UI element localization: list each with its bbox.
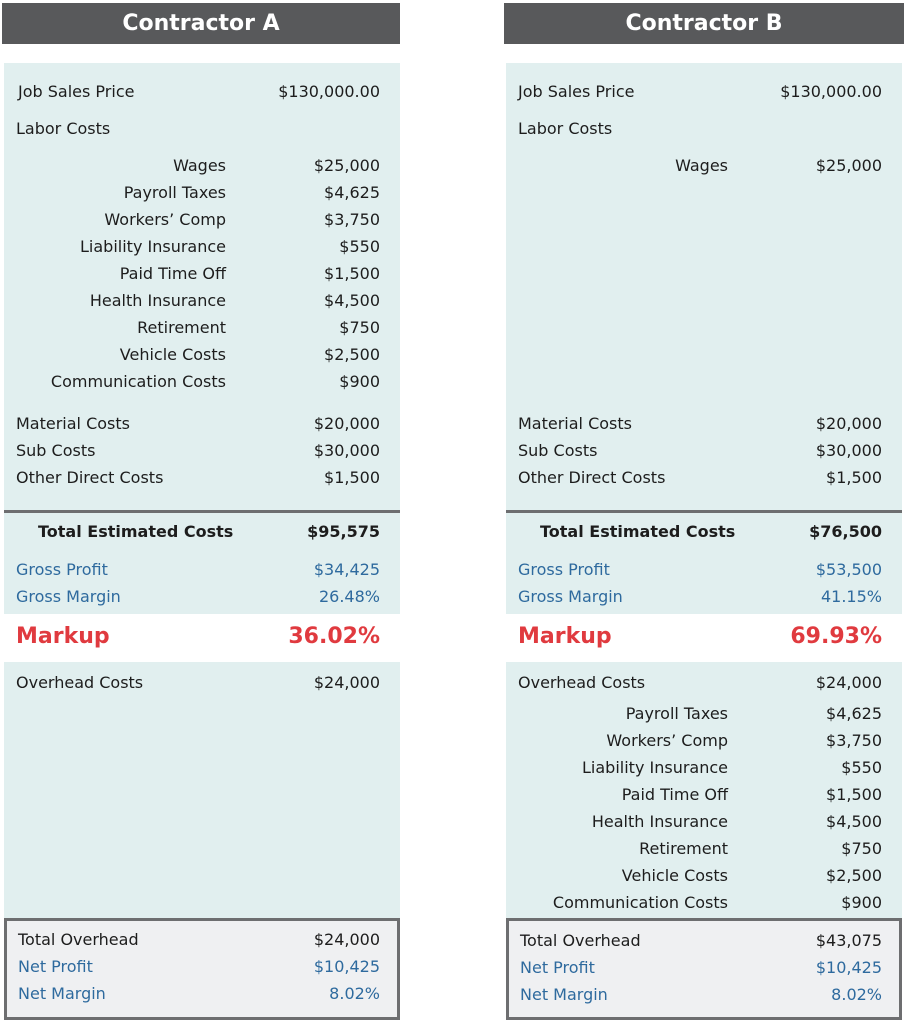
gross-profit-value: $53,500	[815, 560, 882, 579]
line-item-label: Retirement	[137, 318, 226, 337]
overhead-costs-value: $24,000	[815, 673, 882, 692]
contractor-a-divider	[4, 510, 400, 513]
net-margin-label: Net Margin	[520, 985, 608, 1004]
contractor-b-divider	[506, 510, 902, 513]
sub-costs-label: Sub Costs	[518, 441, 598, 460]
other-direct-costs-value: $1,500	[826, 468, 882, 487]
markup-label: Markup	[518, 624, 612, 649]
job-sales-price-label: Job Sales Price	[18, 82, 135, 101]
markup-value: 36.02%	[288, 624, 380, 649]
contractor-b-column	[504, 0, 904, 1024]
net-profit-value: $10,425	[815, 958, 882, 977]
net-profit-value: $10,425	[313, 957, 380, 976]
line-item-value: $1,500	[826, 785, 882, 804]
line-item-label: Payroll Taxes	[625, 704, 728, 723]
contractor-a-column	[2, 0, 402, 1024]
total-estimated-costs-label: Total Estimated Costs	[540, 522, 736, 541]
gross-margin-label: Gross Margin	[16, 587, 121, 606]
total-overhead-value: $43,075	[815, 931, 882, 950]
line-item-value: $4,625	[826, 704, 882, 723]
gross-margin-label: Gross Margin	[518, 587, 623, 606]
net-margin-label: Net Margin	[18, 984, 106, 1003]
other-direct-costs-value: $1,500	[324, 468, 380, 487]
line-item-label: Vehicle Costs	[621, 866, 728, 885]
line-item-value: $750	[841, 839, 882, 858]
line-item-value: $550	[339, 237, 380, 256]
line-item-label: Retirement	[639, 839, 728, 858]
line-item-label: Paid Time Off	[119, 264, 226, 283]
line-item-value: $900	[841, 893, 882, 912]
line-item-value: $1,500	[324, 264, 380, 283]
line-item-value: $3,750	[324, 210, 380, 229]
gross-profit-value: $34,425	[313, 560, 380, 579]
net-margin-value: 8.02%	[329, 984, 380, 1003]
gross-margin-value: 26.48%	[318, 587, 380, 606]
line-item-label: Payroll Taxes	[123, 183, 226, 202]
labor-costs-label: Labor Costs	[16, 119, 111, 138]
gross-profit-label: Gross Profit	[518, 560, 610, 579]
contractor-b-header: Contractor B	[504, 3, 904, 44]
net-profit-label: Net Profit	[520, 958, 595, 977]
line-item-value: $4,500	[826, 812, 882, 831]
total-estimated-costs-value: $95,575	[307, 522, 380, 541]
other-direct-costs-label: Other Direct Costs	[518, 468, 666, 487]
contractor-a-overhead-panel	[4, 662, 400, 920]
line-item-label: Communication Costs	[552, 893, 728, 912]
gross-margin-value: 41.15%	[820, 587, 882, 606]
line-item-label: Wages	[675, 156, 728, 175]
total-estimated-costs-label: Total Estimated Costs	[38, 522, 234, 541]
total-overhead-label: Total Overhead	[520, 931, 641, 950]
line-item-value: $3,750	[826, 731, 882, 750]
line-item-value: $25,000	[815, 156, 882, 175]
sub-costs-label: Sub Costs	[16, 441, 96, 460]
line-item-label: Health Insurance	[591, 812, 728, 831]
overhead-costs-value: $24,000	[313, 673, 380, 692]
line-item-value: $750	[339, 318, 380, 337]
line-item-value: $900	[339, 372, 380, 391]
line-item-label: Workers’ Comp	[104, 210, 226, 229]
line-item-value: $4,625	[324, 183, 380, 202]
line-item-value: $2,500	[324, 345, 380, 364]
markup-label: Markup	[16, 624, 110, 649]
line-item-label: Workers’ Comp	[606, 731, 728, 750]
total-estimated-costs-value: $76,500	[809, 522, 882, 541]
material-costs-label: Material Costs	[518, 414, 632, 433]
total-overhead-value: $24,000	[313, 930, 380, 949]
markup-value: 69.93%	[790, 624, 882, 649]
line-item-label: Vehicle Costs	[119, 345, 226, 364]
job-sales-price-value: $130,000.00	[780, 82, 882, 101]
contractor-a-header: Contractor A	[2, 3, 400, 44]
gross-profit-label: Gross Profit	[16, 560, 108, 579]
line-item-label: Liability Insurance	[80, 237, 226, 256]
material-costs-value: $20,000	[815, 414, 882, 433]
line-item-label: Health Insurance	[89, 291, 226, 310]
net-margin-value: 8.02%	[831, 985, 882, 1004]
line-item-label: Paid Time Off	[621, 785, 728, 804]
other-direct-costs-label: Other Direct Costs	[16, 468, 164, 487]
total-overhead-label: Total Overhead	[18, 930, 139, 949]
job-sales-price-label: Job Sales Price	[518, 82, 635, 101]
labor-costs-label: Labor Costs	[518, 119, 613, 138]
material-costs-value: $20,000	[313, 414, 380, 433]
sub-costs-value: $30,000	[815, 441, 882, 460]
overhead-costs-label: Overhead Costs	[518, 673, 646, 692]
overhead-costs-label: Overhead Costs	[16, 673, 144, 692]
line-item-label: Wages	[173, 156, 226, 175]
material-costs-label: Material Costs	[16, 414, 130, 433]
line-item-label: Liability Insurance	[582, 758, 728, 777]
sub-costs-value: $30,000	[313, 441, 380, 460]
line-item-label: Communication Costs	[50, 372, 226, 391]
net-profit-label: Net Profit	[18, 957, 93, 976]
line-item-value: $2,500	[826, 866, 882, 885]
line-item-value: $550	[841, 758, 882, 777]
job-sales-price-value: $130,000.00	[278, 82, 380, 101]
line-item-value: $25,000	[313, 156, 380, 175]
line-item-value: $4,500	[324, 291, 380, 310]
